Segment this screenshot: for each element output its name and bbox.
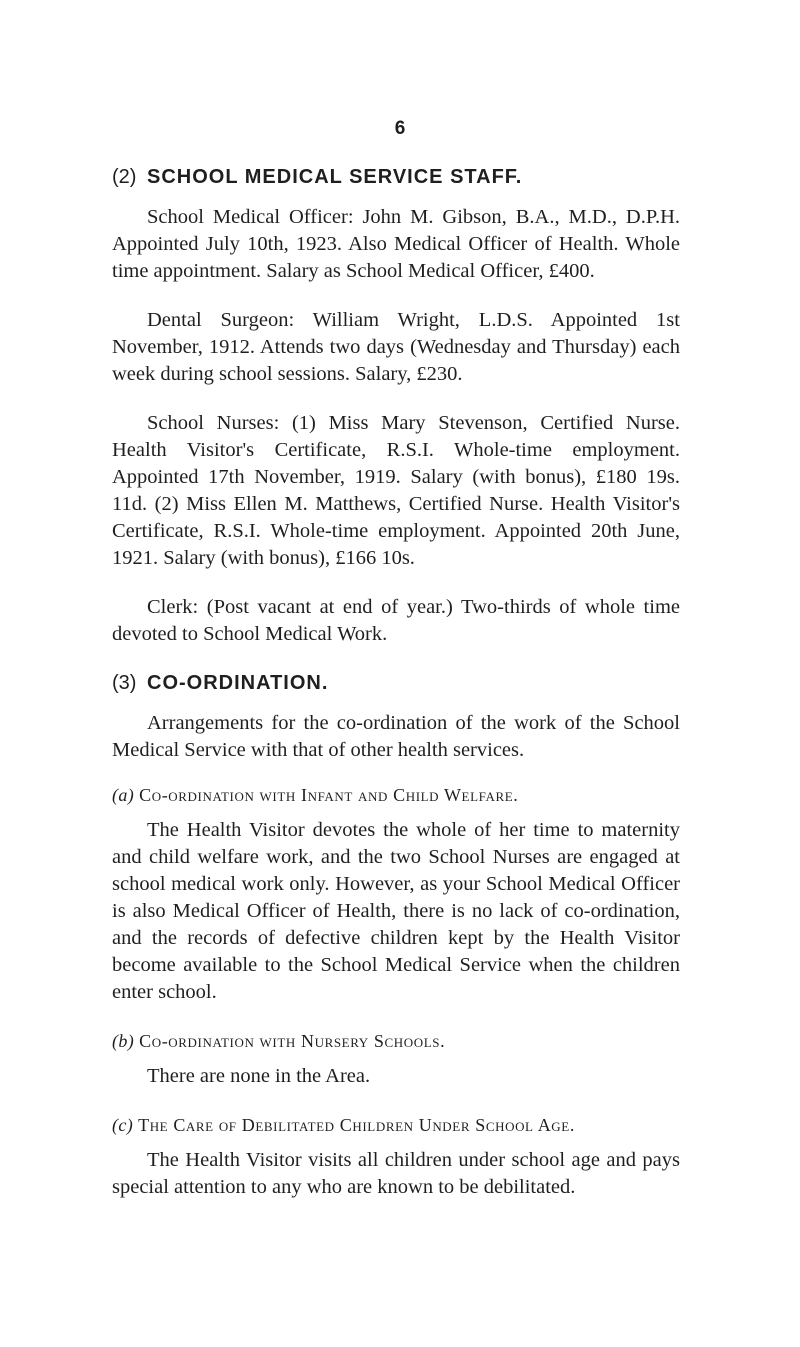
dental-surgeon-paragraph: Dental Surgeon: William Wright, L.D.S. Appointed 1st November, 1912. Attends two days (Wednesday and Thursday) each week during school sessions. Salary, £230. bbox=[112, 309, 680, 385]
section-3-heading bbox=[112, 670, 680, 696]
subsection-a-letter: (a) bbox=[112, 785, 135, 805]
subsection-b-text: There are none in the Area. bbox=[147, 1065, 371, 1087]
section-3-title: CO-ORDINATION. bbox=[147, 672, 329, 694]
school-medical-officer-paragraph: School Medical Officer: John M. Gibson, B.A., M.D., D.P.H. Appointed July 10th, 1923. Also Medical Officer of Health. Whole time appointment. Salary as School Medical Officer, £400. bbox=[112, 206, 680, 282]
clerk-paragraph: Clerk: (Post vacant at end of year.) Two-thirds of whole time devoted to School Medical Work. bbox=[112, 596, 680, 645]
subsection-c-title: The Care of Debilitated Children Under School Age. bbox=[138, 1115, 575, 1135]
subsection-c-letter: (c) bbox=[112, 1115, 134, 1135]
section-2-title: SCHOOL MEDICAL SERVICE STAFF. bbox=[147, 166, 523, 188]
subsection-b-heading bbox=[112, 1028, 680, 1055]
section-2-number: (2) bbox=[112, 166, 137, 188]
subsection-b-title: Co-ordination with Nursery Schools. bbox=[139, 1031, 446, 1051]
subsection-c-heading bbox=[112, 1112, 680, 1139]
page-number: 6 bbox=[394, 118, 406, 139]
subsection-a-heading bbox=[112, 782, 680, 809]
coordination-intro-paragraph: Arrangements for the co-ordination of the work of the School Medical Service with that of other health services. bbox=[112, 712, 680, 761]
subsection-c-text: The Health Visitor visits all children under school age and pays special attention to any who are known to be debilitated. bbox=[112, 1149, 680, 1198]
subsection-a-title: Co-ordination with Infant and Child Welfare. bbox=[139, 785, 519, 805]
subsection-b-letter: (b) bbox=[112, 1031, 135, 1051]
section-2-heading bbox=[112, 164, 680, 190]
school-nurses-paragraph: School Nurses: (1) Miss Mary Stevenson, Certified Nurse. Health Visitor's Certificate, R.S.I. Whole-time employment. Appointed 17th November, 1919. Salary (with bonus), £180 19s. 11d. (2) Miss Ellen M. Matthews, Certified Nurse. Health Visitor's Certificate, R.S.I. Whole-time employment. Appointed 20th June, 1921. Salary (with bonus), £166 10s. bbox=[112, 412, 680, 569]
section-3-number: (3) bbox=[112, 672, 137, 694]
subsection-a-text: The Health Visitor devotes the whole of her time to maternity and child welfare work, and the two School Nurses are engaged at school medical work only. However, as your School Medical Officer is also Medical Officer of Health, there is no lack of co-ordination, and the records of defective children kept by the Health Visitor become available to the School Medical Service when the children enter school. bbox=[112, 819, 680, 1003]
document-body bbox=[112, 164, 680, 1223]
